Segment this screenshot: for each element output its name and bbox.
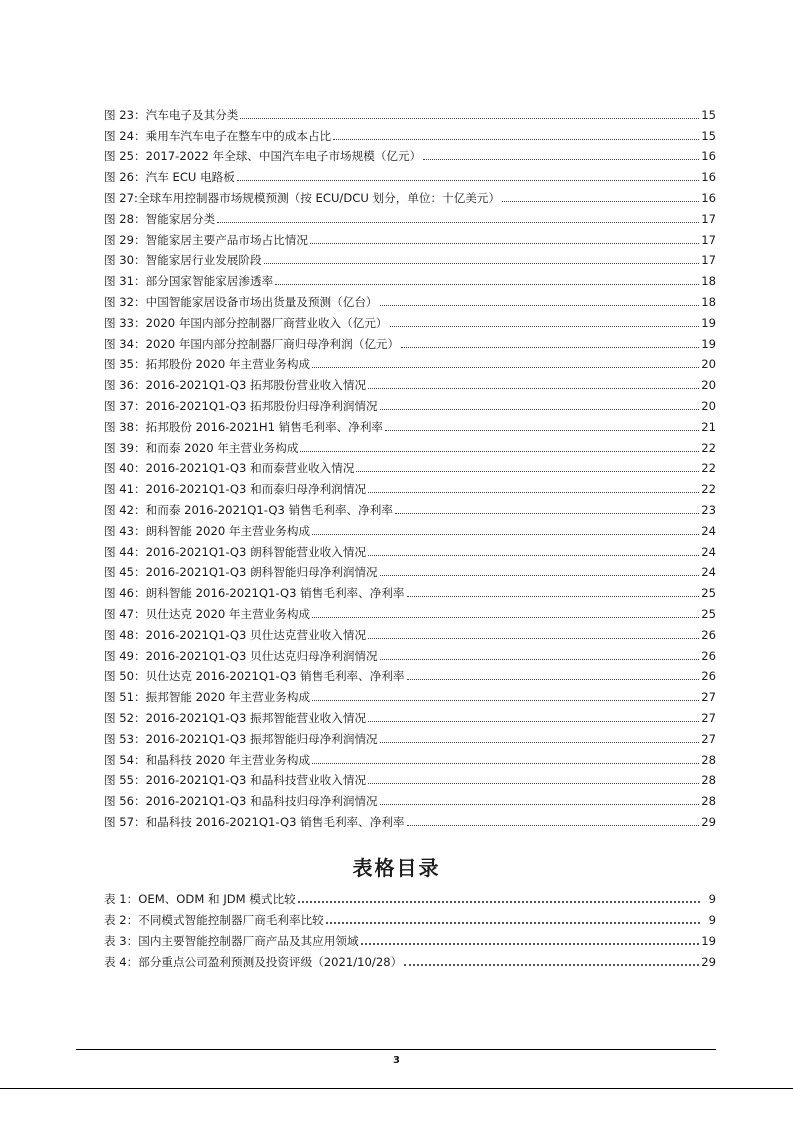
dot-leader [380,304,700,306]
dot-leader [380,803,700,805]
figure-toc-entry-page-number: 15 [701,128,716,143]
dot-leader [395,512,699,514]
figure-toc-entry-label: 图 30：智能家居行业发展阶段 [104,253,262,268]
figure-toc-entry[interactable] [104,600,716,621]
figure-toc-entry-page-number: 26 [701,648,716,663]
table-toc-entry[interactable] [104,927,716,948]
table-toc-entry-page-number: 29 [701,955,716,969]
figure-toc-entry-label: 图 46：朗科智能 2016-2021Q1-Q3 销售毛利率、净利率 [104,586,405,601]
figure-toc-entry-page-number: 20 [701,398,716,413]
dot-leader [312,366,699,368]
dot-leader [380,408,700,410]
figure-toc-entry[interactable] [104,517,716,538]
figure-toc-entry-page-number: 21 [701,419,716,434]
dot-leader [368,491,699,493]
dot-leader [368,637,699,639]
figure-toc-entry-page-number: 20 [701,378,716,393]
figure-toc-entry-page-number: 27 [701,731,716,746]
figure-toc-entry[interactable] [104,101,716,122]
figure-toc-entry-label: 图 47：贝仕达克 2020 年主营业务构成 [104,606,311,621]
dot-leader [407,595,700,597]
dot-leader [502,200,699,202]
table-toc-entry-label: 表 4：部分重点公司盈利预测及投资评级（2021/10/28） [104,955,403,969]
tables-toc-title: 表格目录 [352,856,441,880]
figure-toc-entry[interactable] [104,205,716,226]
figure-toc-entry-label: 图 32：中国智能家居设备市场出货量及预测（亿台） [104,294,378,309]
figure-toc-entry-label: 图 33：2020 年国内部分控制器厂商营业收入（亿元） [104,315,388,330]
figure-toc-entry-label: 图 29：智能家居主要产品市场占比情况 [104,232,308,247]
figure-toc-entry-label: 图 41：2016-2021Q1-Q3 和而泰归母净利润情况 [104,482,367,497]
dot-leader [407,824,700,826]
figure-toc-entry[interactable] [104,559,716,580]
figure-toc-entry-label: 图 35：拓邦股份 2020 年主营业务构成 [104,357,311,372]
table-toc-entry[interactable] [104,948,716,969]
table-toc-entry[interactable] [104,885,716,906]
figure-toc-entry-label: 图 34：2020 年国内部分控制器厂商归母净利润（亿元） [104,336,400,351]
figure-toc-entry-label: 图 42：和而泰 2016-2021Q1-Q3 销售毛利率、净利率 [104,502,393,517]
figure-toc-entry-page-number: 28 [701,794,716,809]
dot-leader [368,554,699,556]
figure-toc-entry-page-number: 29 [701,814,716,829]
dot-leader [312,533,699,535]
figure-toc-entry-label: 图 40：2016-2021Q1-Q3 和而泰营业收入情况 [104,461,355,476]
figure-toc-entry-label: 图 43：朗科智能 2020 年主营业务构成 [104,523,311,538]
page-number: 3 [393,1055,400,1066]
dot-leader [310,242,699,244]
figure-toc-entry[interactable] [104,683,716,704]
figure-toc-entry[interactable] [104,808,716,829]
figure-toc-entry[interactable] [104,143,716,164]
tables-toc [104,885,716,969]
figure-toc-entry[interactable] [104,746,716,767]
dot-leader [407,678,700,680]
figure-toc-entry[interactable] [104,496,716,517]
figure-toc-entry[interactable] [104,455,716,476]
dot-leader [300,450,699,452]
figure-toc-entry-label: 图 53：2016-2021Q1-Q3 振邦智能归母净利润情况 [104,731,378,746]
figure-toc-entry[interactable] [104,642,716,663]
figure-toc-entry-page-number: 19 [701,315,716,330]
figure-toc-entry-page-number: 24 [701,544,716,559]
figure-toc-entry-label: 图 25：2017-2022 年全球、中国汽车电子市场规模（亿元） [104,149,422,164]
figure-toc-entry[interactable] [104,330,716,351]
table-toc-entry-page-number: 9 [708,892,716,906]
figure-toc-entry-page-number: 27 [701,690,716,705]
figure-toc-entry-page-number: 23 [701,502,716,517]
figure-toc-entry-page-number: 18 [701,274,716,289]
figure-toc-entry[interactable] [104,309,716,330]
figure-toc-entry-label: 图 28：智能家居分类 [104,211,216,226]
dot-leader [380,741,700,743]
dot-leader [333,138,699,140]
figure-toc-entry-page-number: 15 [701,107,716,122]
figure-toc-entry-label: 图 37：2016-2021Q1-Q3 拓邦股份归母净利润情况 [104,398,378,413]
figure-toc-entry-page-number: 26 [701,627,716,642]
figure-toc-entry[interactable] [104,538,716,559]
figure-toc-entry[interactable] [104,663,716,684]
figure-toc-entry-page-number: 22 [701,461,716,476]
figure-toc-entry-page-number: 17 [701,232,716,247]
figure-toc-entry-page-number: 27 [701,710,716,725]
figure-toc-entry-page-number: 28 [701,752,716,767]
figure-toc-entry-page-number: 18 [701,294,716,309]
table-toc-entry-label: 表 1：OEM、ODM 和 JDM 模式比较 [104,892,296,906]
figure-toc-entry-page-number: 22 [701,440,716,455]
figure-toc-entry[interactable] [104,163,716,184]
figure-toc-entry-page-number: 22 [701,482,716,497]
figure-toc-entry-label: 图 51：振邦智能 2020 年主营业务构成 [104,690,311,705]
figure-toc-entry-label: 图 55：2016-2021Q1-Q3 和晶科技营业收入情况 [104,773,367,788]
figure-toc-entry-page-number: 16 [701,149,716,164]
dot-leader [264,262,700,264]
figure-toc-entry-label: 图 57：和晶科技 2016-2021Q1-Q3 销售毛利率、净利率 [104,814,405,829]
figure-toc-entry-label: 图 26：汽车 ECU 电路板 [104,170,235,185]
dot-leader [356,470,699,472]
figure-toc-entry[interactable] [104,351,716,372]
figure-toc-entry-label: 图 50：贝仕达克 2016-2021Q1-Q3 销售毛利率、净利率 [104,669,405,684]
dot-leader [368,782,699,784]
figure-toc-entry-page-number: 28 [701,773,716,788]
figure-toc-entry[interactable] [104,579,716,600]
figure-toc-entry-page-number: 16 [701,170,716,185]
dot-leader [423,158,699,160]
figure-toc-entry[interactable] [104,288,716,309]
figure-toc-entry-label: 图 45：2016-2021Q1-Q3 朗科智能归母净利润情况 [104,565,378,580]
dot-leader [380,658,700,660]
dot-leader [401,346,699,348]
table-toc-entry-label: 表 2：不同模式智能控制器厂商毛利率比较 [104,913,324,927]
dot-leader [326,921,700,924]
figure-toc-entry-label: 图 49：2016-2021Q1-Q3 贝仕达克归母净利润情况 [104,648,378,663]
figure-toc-entry-label: 图 52：2016-2021Q1-Q3 振邦智能营业收入情况 [104,710,367,725]
figure-toc-entry[interactable] [104,787,716,808]
figure-toc-entry-label: 图 31：部分国家智能家居渗透率 [104,274,274,289]
figure-toc-entry[interactable] [104,267,716,288]
table-toc-entry-label: 表 3：国内主要智能控制器厂商产品及其应用领域 [104,934,359,948]
figure-toc-entry-page-number: 25 [701,586,716,601]
figure-toc-entry-page-number: 17 [701,211,716,226]
table-toc-entry-page-number: 19 [701,934,716,948]
figure-toc-entry-page-number: 25 [701,606,716,621]
table-toc-entry-page-number: 9 [708,913,716,927]
figure-toc-entry[interactable] [104,621,716,642]
figure-toc-entry[interactable] [104,371,716,392]
figure-toc-entry[interactable] [104,184,716,205]
figure-toc-entry-page-number: 17 [701,253,716,268]
figure-toc-entry[interactable] [104,475,716,496]
dot-leader [217,221,699,223]
bottom-divider [0,1088,793,1089]
figure-toc-entry-label: 图 39：和而泰 2020 年主营业务构成 [104,440,299,455]
figure-toc-entry-label: 图 27:全球车用控制器市场规模预测（按 ECU/DCU 划分，单位：十亿美元） [104,190,501,205]
figure-toc-entry-page-number: 24 [701,523,716,538]
figure-toc-entry-page-number: 26 [701,669,716,684]
figure-toc-entry-label: 图 36：2016-2021Q1-Q3 拓邦股份营业收入情况 [104,378,367,393]
figure-toc-entry-page-number: 16 [701,190,716,205]
dot-leader [312,616,699,618]
figure-toc-entry-label: 图 48：2016-2021Q1-Q3 贝仕达克营业收入情况 [104,627,367,642]
footer-divider [76,1049,716,1050]
figure-toc-entry[interactable] [104,392,716,413]
dot-leader [404,963,699,966]
figure-toc-entry-label: 图 54：和晶科技 2020 年主营业务构成 [104,752,311,767]
figure-toc-entry-label: 图 24：乘用车汽车电子在整车中的成本占比 [104,128,332,143]
dot-leader [312,699,699,701]
figure-toc-entry-label: 图 38：拓邦股份 2016-2021H1 销售毛利率、净利率 [104,419,384,434]
dot-leader [312,762,699,764]
figure-toc-entry[interactable] [104,226,716,247]
figure-toc-entry-page-number: 24 [701,565,716,580]
figure-toc-entry[interactable] [104,725,716,746]
dot-leader [240,117,699,119]
dot-leader [361,942,700,945]
figures-toc [104,101,716,829]
dot-leader [237,179,699,181]
figure-toc-entry[interactable] [104,767,716,788]
dot-leader [385,429,699,431]
figure-toc-entry-page-number: 20 [701,357,716,372]
dot-leader [298,900,700,903]
figure-toc-entry[interactable] [104,122,716,143]
figure-toc-entry-label: 图 44：2016-2021Q1-Q3 朗科智能营业收入情况 [104,544,367,559]
dot-leader [368,387,699,389]
table-toc-entry[interactable] [104,906,716,927]
figure-toc-entry[interactable] [104,434,716,455]
figure-toc-entry[interactable] [104,247,716,268]
dot-leader [368,720,699,722]
figure-toc-entry-page-number: 19 [701,336,716,351]
dot-leader [275,283,699,285]
figure-toc-entry[interactable] [104,413,716,434]
figure-toc-entry[interactable] [104,704,716,725]
dot-leader [390,325,700,327]
figure-toc-entry-label: 图 23：汽车电子及其分类 [104,107,239,122]
dot-leader [380,574,700,576]
figure-toc-entry-label: 图 56：2016-2021Q1-Q3 和晶科技归母净利润情况 [104,794,378,809]
